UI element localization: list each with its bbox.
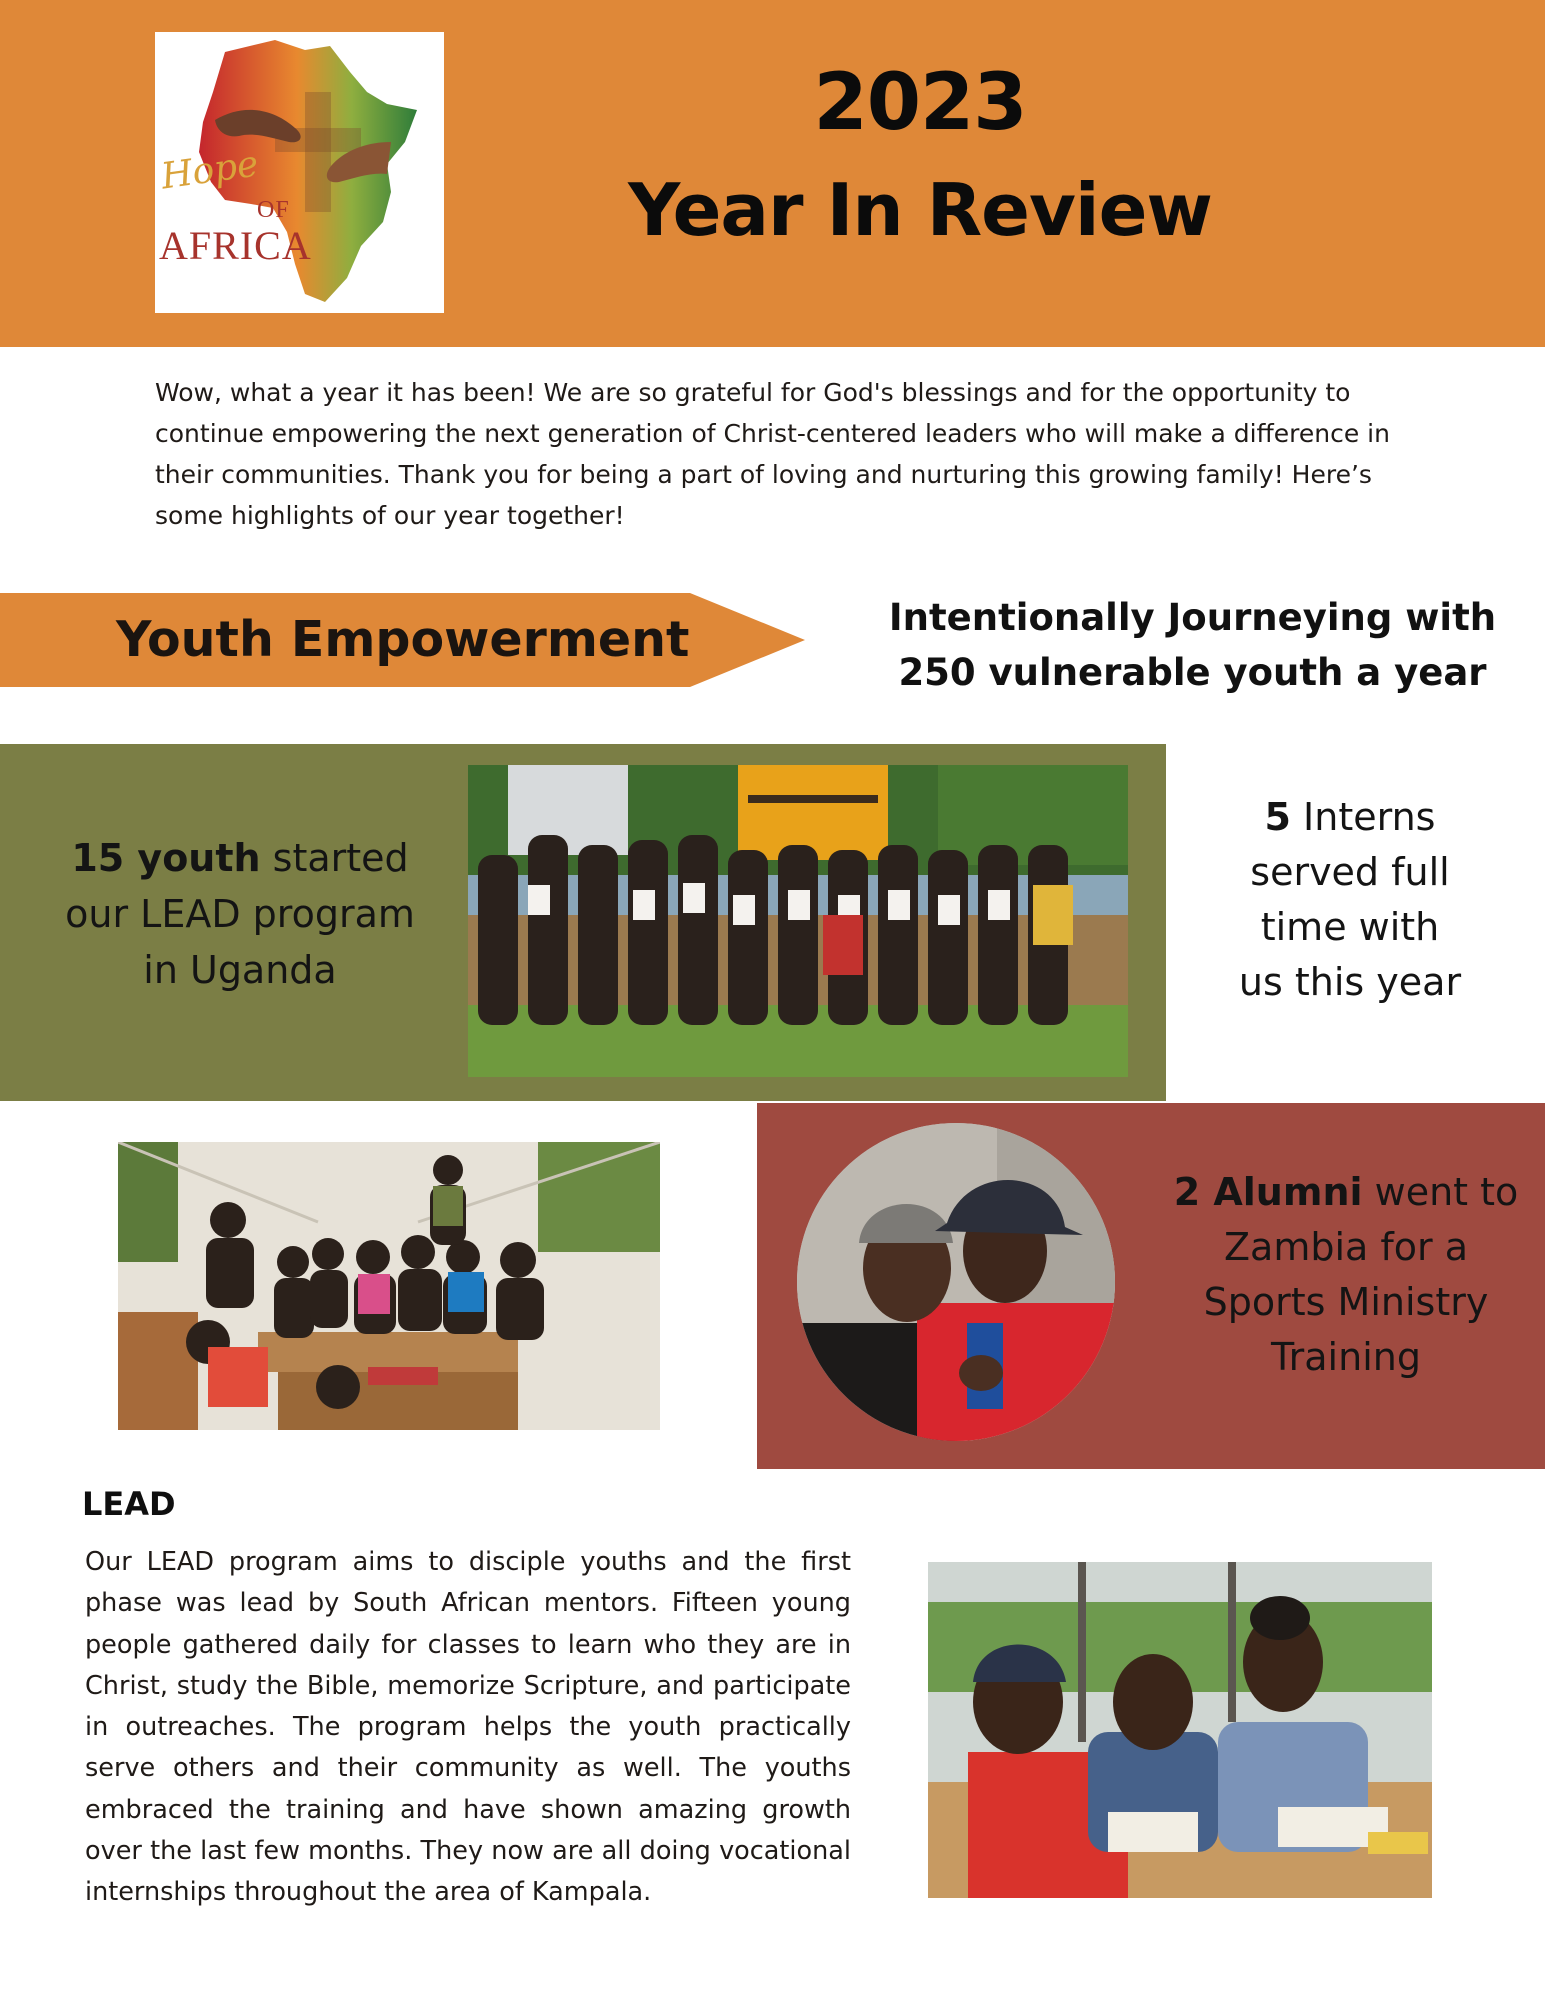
youth-empowerment-banner <box>0 593 805 687</box>
lead-paragraph: Our LEAD program aims to disciple youths and the first phase was lead by South African mentors. Fifteen young people gathered daily for classes to learn who they are in Christ, study the Bible, memorize Scripture, and participate in outreaches. The program helps the youth practically serve others and their community as well. The youths embraced the training and have shown amazing growth over the last few months. They now are all doing vocational internships throughout the area of Kampala. <box>85 1547 851 1908</box>
page-title: Year In Review <box>628 168 1212 252</box>
classroom-illustration <box>118 1142 660 1430</box>
banner-label: Youth Empowerment <box>116 611 690 668</box>
tagline-line-2: 250 vulnerable youth a year <box>898 651 1487 694</box>
interns-stat <box>1200 790 1500 1010</box>
group-photo-illustration <box>468 765 1128 1077</box>
alumni-stat-line-4: Training <box>1271 1335 1421 1379</box>
interns-stat-line-2: served full <box>1250 850 1450 894</box>
interns-stat-text: Interns <box>1290 795 1436 839</box>
header-band <box>0 0 1545 347</box>
logo-script-text: Hope <box>158 143 261 198</box>
alumni-stat-text: went to <box>1362 1170 1519 1214</box>
alumni-illustration <box>797 1123 1115 1441</box>
youth-stat-text: started <box>260 836 409 880</box>
alumni-stat <box>1170 1165 1522 1385</box>
study-illustration <box>928 1562 1432 1898</box>
page-year: 2023 <box>813 58 1027 148</box>
logo-africa-text: AFRICA <box>159 223 312 268</box>
youth-stat-line-3: in Uganda <box>143 948 337 992</box>
lead-heading: LEAD <box>82 1485 176 1523</box>
bible-study-photo <box>928 1562 1432 1898</box>
alumni-stat-line-2: Zambia for a <box>1224 1225 1468 1269</box>
tent-classroom-photo <box>118 1142 660 1430</box>
hope-of-africa-logo <box>155 32 444 313</box>
tagline <box>880 590 1505 700</box>
logo-of-text: OF <box>257 197 290 223</box>
youth-stat-number: 15 youth <box>71 836 261 880</box>
group-certificates-photo <box>468 765 1128 1077</box>
alumni-stat-line-3: Sports Ministry <box>1203 1280 1489 1324</box>
intro-paragraph: Wow, what a year it has been! We are so grateful for God's blessings and for the opportunity to continue empowering the next generation of Christ-centered leaders who will make a difference in their communities. Thank you for being a part of loving and nurturing this growing family! Here’s some highlights of our year together! <box>155 378 1390 530</box>
youth-stat <box>45 830 435 998</box>
interns-stat-number: 5 <box>1264 795 1291 839</box>
two-alumni-portrait <box>797 1123 1115 1441</box>
tagline-line-1: Intentionally Journeying with <box>888 596 1497 639</box>
interns-stat-line-4: us this year <box>1238 960 1462 1004</box>
youth-stat-line-2: our LEAD program <box>65 892 415 936</box>
interns-stat-line-3: time with <box>1260 905 1440 949</box>
alumni-stat-number: 2 Alumni <box>1173 1170 1363 1214</box>
